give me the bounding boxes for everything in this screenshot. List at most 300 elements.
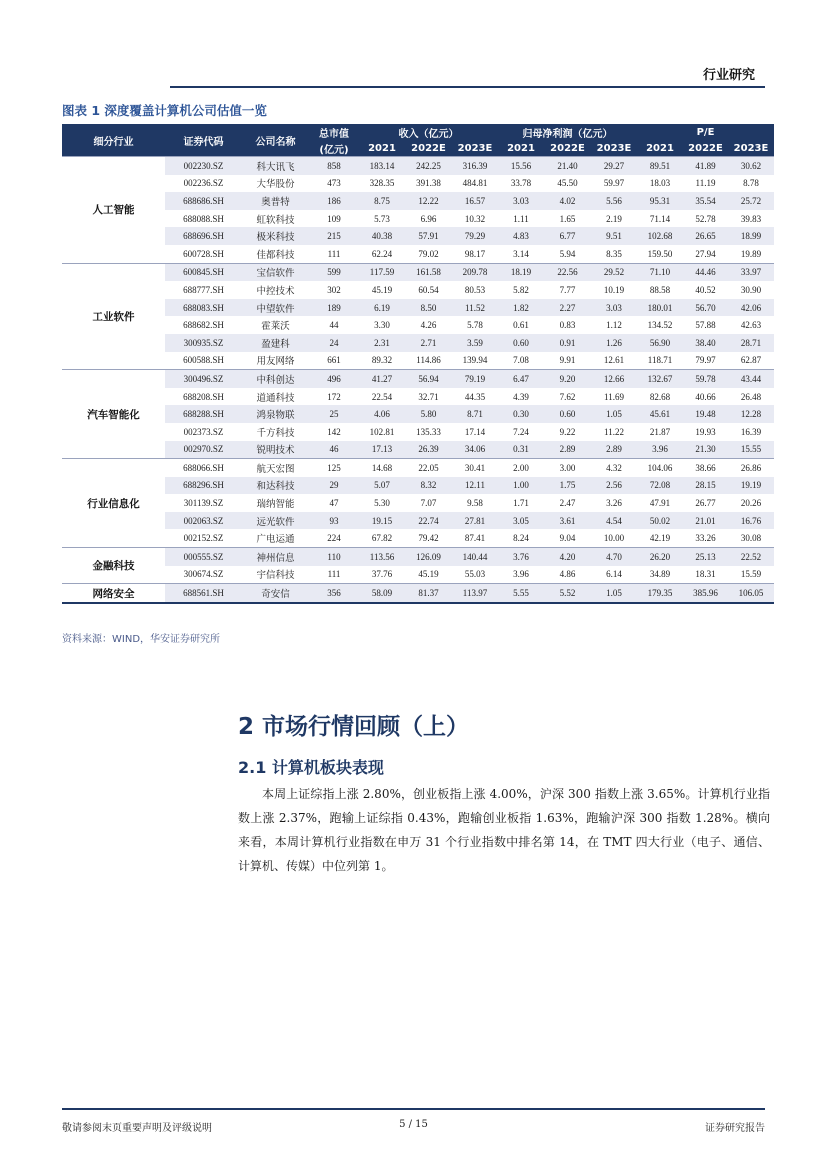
value-cell: 20.26 (740, 498, 762, 509)
value-cell: 12.61 (603, 355, 625, 366)
value-cell: 161.58 (405, 263, 452, 281)
value-cell: 35.54 (683, 192, 728, 210)
company-cell: 佳都科技 (256, 249, 295, 261)
company-cell: 宇信科技 (256, 570, 295, 582)
value-cell: 1.71 (513, 498, 529, 509)
value-cell: 5.07 (359, 477, 405, 495)
col-name: 公司名称 (242, 124, 309, 157)
value-cell: 33.97 (728, 263, 774, 281)
value-cell: 0.60 (544, 405, 591, 423)
value-cell: 6.19 (359, 299, 405, 317)
value-cell: 5.80 (405, 405, 452, 423)
value-cell: 172 (327, 391, 341, 402)
value-cell: 81.37 (405, 584, 452, 603)
value-cell: 89.51 (637, 157, 683, 175)
code-cell: 301139.SZ (183, 498, 224, 509)
value-cell: 7.24 (513, 426, 529, 437)
value-cell: 4.32 (591, 459, 637, 477)
value-cell: 4.86 (559, 569, 576, 580)
value-cell: 8.35 (606, 248, 622, 259)
value-cell: 4.20 (544, 548, 591, 566)
value-cell: 179.35 (637, 584, 683, 603)
value-cell: 71.10 (637, 263, 683, 281)
company-cell: 大华股份 (256, 179, 295, 191)
table-row (62, 316, 774, 334)
table-row (62, 245, 774, 263)
value-cell: 10.19 (603, 284, 625, 295)
footer-disclaimer: 敬请参阅末页重要声明及评级说明 (62, 1123, 212, 1134)
company-cell: 宝信软件 (242, 263, 309, 281)
table-row (62, 405, 774, 423)
col-mcap-unit: (亿元) (309, 140, 359, 157)
value-cell: 26.77 (695, 498, 716, 509)
value-cell: 385.96 (683, 584, 728, 603)
value-cell: 3.03 (591, 299, 637, 317)
value-cell: 224 (327, 533, 341, 544)
value-cell: 2.47 (559, 498, 576, 509)
header-rule (170, 86, 765, 88)
code-cell: 600845.SH (165, 263, 242, 281)
value-cell: 98.17 (464, 248, 486, 259)
value-cell: 79.97 (695, 355, 716, 366)
value-cell: 18.31 (695, 569, 716, 580)
table-row (62, 227, 774, 245)
value-cell: 4.06 (359, 405, 405, 423)
code-cell: 688561.SH (165, 584, 242, 603)
value-cell: 67.82 (371, 533, 393, 544)
value-cell: 2.71 (405, 334, 452, 352)
value-cell: 6.77 (544, 227, 591, 245)
value-cell: 484.81 (462, 178, 488, 189)
value-cell: 34.89 (649, 569, 671, 580)
value-cell: 109 (327, 213, 341, 224)
company-cell: 中望软件 (242, 299, 309, 317)
value-cell: 11.22 (604, 426, 624, 437)
code-cell: 000555.SZ (165, 548, 242, 566)
value-cell: 110 (309, 548, 359, 566)
col-rev-2023e: 2023E (452, 140, 498, 157)
value-cell: 135.33 (416, 426, 441, 437)
value-cell: 27.94 (695, 248, 716, 259)
value-cell: 33.78 (510, 178, 532, 189)
value-cell: 22.74 (405, 512, 452, 530)
code-cell: 688088.SH (183, 213, 224, 224)
col-pe-2023e: 2023E (728, 140, 774, 157)
value-cell: 189 (309, 299, 359, 317)
value-cell: 19.89 (740, 248, 762, 259)
value-cell: 0.83 (559, 320, 576, 331)
code-cell: 002152.SZ (183, 533, 224, 544)
value-cell: 5.30 (374, 498, 390, 509)
value-cell: 19.19 (728, 477, 774, 495)
table-row (62, 370, 774, 388)
table-row (62, 566, 774, 584)
code-cell: 300496.SZ (165, 370, 242, 388)
company-cell: 奇安信 (242, 584, 309, 603)
value-cell: 7.08 (513, 355, 529, 366)
table-row (62, 584, 774, 603)
value-cell: 71.14 (649, 213, 671, 224)
value-cell: 18.19 (498, 263, 544, 281)
body-paragraph: 本周上证综指上涨 2.80%，创业板指上涨 4.00%，沪深 300 指数上涨 3.65%。计算机行业指数上涨 2.37%，跑输上证综指 0.43%，跑输创业板指 1.63%，跑输沪深 300 指数 1.28%。横向来看，本周计算机行业指数在申万 31 个行业指数中排名第 14，在 TMT 四大行业（电子、通信、计算机、传媒）中位列第 1。 (238, 787, 770, 873)
value-cell: 16.57 (452, 192, 498, 210)
value-cell: 2.31 (359, 334, 405, 352)
value-cell: 8.78 (743, 178, 759, 189)
value-cell: 28.15 (683, 477, 728, 495)
col-np-2022e: 2022E (544, 140, 591, 157)
value-cell: 15.55 (728, 441, 774, 459)
value-cell: 29.52 (591, 263, 637, 281)
value-cell: 82.68 (649, 391, 671, 402)
value-cell: 5.78 (467, 320, 483, 331)
value-cell: 0.60 (498, 334, 544, 352)
code-cell: 688208.SH (183, 391, 224, 402)
value-cell: 209.78 (452, 263, 498, 281)
value-cell: 62.87 (740, 355, 762, 366)
value-cell: 4.02 (544, 192, 591, 210)
code-cell: 002230.SZ (165, 157, 242, 175)
footer-report-type: 证券研究报告 (705, 1123, 765, 1134)
code-cell: 002970.SZ (165, 441, 242, 459)
value-cell: 3.00 (544, 459, 591, 477)
value-cell: 59.78 (683, 370, 728, 388)
value-cell: 1.11 (513, 213, 529, 224)
code-cell: 688686.SH (165, 192, 242, 210)
value-cell: 41.89 (683, 157, 728, 175)
value-cell: 60.54 (418, 284, 439, 295)
value-cell: 26.48 (740, 391, 762, 402)
col-rev-2021: 2021 (359, 140, 405, 157)
value-cell: 102.81 (369, 426, 395, 437)
value-cell: 111 (327, 569, 341, 580)
table-row (62, 529, 774, 547)
industry-cell: 汽车智能化 (62, 370, 165, 459)
col-industry: 细分行业 (62, 124, 165, 157)
table-row (62, 157, 774, 175)
value-cell: 21.87 (649, 426, 671, 437)
table-row (62, 210, 774, 228)
col-pe-2022e: 2022E (683, 140, 728, 157)
value-cell: 56.94 (405, 370, 452, 388)
value-cell: 2.00 (498, 459, 544, 477)
code-cell: 688288.SH (165, 405, 242, 423)
value-cell: 44.35 (464, 391, 486, 402)
value-cell: 3.76 (498, 548, 544, 566)
value-cell: 17.14 (464, 426, 486, 437)
value-cell: 9.91 (559, 355, 576, 366)
value-cell: 3.59 (452, 334, 498, 352)
value-cell: 11.19 (695, 178, 716, 189)
value-cell: 102.68 (637, 227, 683, 245)
col-code: 证券代码 (165, 124, 242, 157)
value-cell: 47 (329, 498, 339, 509)
value-cell: 26.39 (405, 441, 452, 459)
value-cell: 3.05 (498, 512, 544, 530)
value-cell: 79.19 (452, 370, 498, 388)
value-cell: 858 (309, 157, 359, 175)
value-cell: 38.40 (683, 334, 728, 352)
value-cell: 9.58 (467, 498, 483, 509)
value-cell: 19.48 (683, 405, 728, 423)
value-cell: 1.75 (544, 477, 591, 495)
value-cell: 1.05 (591, 584, 637, 603)
value-cell: 183.14 (359, 157, 405, 175)
value-cell: 28.71 (728, 334, 774, 352)
company-cell: 道通科技 (256, 392, 295, 404)
value-cell: 1.00 (498, 477, 544, 495)
value-cell: 45.50 (557, 178, 578, 189)
value-cell: 44.46 (683, 263, 728, 281)
value-cell: 26.20 (637, 548, 683, 566)
value-cell: 88.58 (649, 284, 671, 295)
value-cell: 12.28 (728, 405, 774, 423)
value-cell: 6.14 (606, 569, 622, 580)
value-cell: 1.82 (498, 299, 544, 317)
value-cell: 30.62 (728, 157, 774, 175)
value-cell: 19.93 (695, 426, 716, 437)
value-cell: 3.14 (513, 248, 529, 259)
table-body (62, 157, 774, 603)
value-cell: 9.22 (559, 426, 576, 437)
table-row (62, 281, 774, 299)
table-row (62, 352, 774, 370)
value-cell: 79.42 (418, 533, 439, 544)
table-row (62, 459, 774, 477)
industry-cell: 人工智能 (62, 157, 165, 264)
value-cell: 95.31 (637, 192, 683, 210)
value-cell: 186 (309, 192, 359, 210)
value-cell: 33.26 (695, 533, 716, 544)
company-cell: 奥普特 (242, 192, 309, 210)
value-cell: 113.97 (452, 584, 498, 603)
value-cell: 3.96 (513, 569, 529, 580)
value-cell: 47.91 (649, 498, 671, 509)
company-cell: 航天宏图 (242, 459, 309, 477)
value-cell: 4.54 (591, 512, 637, 530)
value-cell: 3.30 (374, 320, 390, 331)
value-cell: 117.59 (359, 263, 405, 281)
footer-rule (62, 1108, 765, 1110)
value-cell: 18.99 (728, 227, 774, 245)
value-cell: 30.90 (740, 284, 762, 295)
value-cell: 125 (309, 459, 359, 477)
company-cell: 霍莱沃 (261, 321, 290, 333)
value-cell: 113.56 (359, 548, 405, 566)
value-cell: 1.12 (606, 320, 622, 331)
value-cell: 10.00 (603, 533, 625, 544)
col-mcap: 总市值 (309, 124, 359, 140)
value-cell: 5.56 (591, 192, 637, 210)
value-cell: 8.32 (405, 477, 452, 495)
value-cell: 2.27 (544, 299, 591, 317)
table-row (62, 494, 774, 512)
value-cell: 140.44 (452, 548, 498, 566)
value-cell: 50.02 (637, 512, 683, 530)
value-cell: 38.66 (683, 459, 728, 477)
value-cell: 0.31 (498, 441, 544, 459)
value-cell: 4.70 (591, 548, 637, 566)
value-cell: 9.04 (559, 533, 576, 544)
company-cell: 锐明技术 (242, 441, 309, 459)
code-cell: 688777.SH (183, 284, 224, 295)
table-row (62, 192, 774, 210)
col-profit: 归母净利润（亿元） (498, 124, 637, 140)
value-cell: 15.56 (498, 157, 544, 175)
col-np-2021: 2021 (498, 140, 544, 157)
company-cell: 远光软件 (242, 512, 309, 530)
value-cell: 15.59 (740, 569, 762, 580)
value-cell: 6.47 (498, 370, 544, 388)
company-cell: 鸿泉物联 (242, 405, 309, 423)
value-cell: 62.24 (371, 248, 393, 259)
value-cell: 3.26 (606, 498, 622, 509)
company-cell: 广电运通 (256, 534, 295, 546)
value-cell: 22.05 (405, 459, 452, 477)
value-cell: 45.19 (418, 569, 439, 580)
value-cell: 104.06 (637, 459, 683, 477)
company-cell: 虹软科技 (256, 214, 295, 226)
value-cell: 7.07 (420, 498, 437, 509)
company-cell: 瑞纳智能 (256, 499, 295, 511)
value-cell: 21.40 (544, 157, 591, 175)
value-cell: 37.76 (371, 569, 393, 580)
value-cell: 8.24 (513, 533, 529, 544)
company-cell: 极米科技 (242, 227, 309, 245)
code-cell: 688083.SH (165, 299, 242, 317)
value-cell: 139.94 (462, 355, 488, 366)
value-cell: 118.71 (647, 355, 673, 366)
table-row (62, 477, 774, 495)
value-cell: 59.97 (603, 178, 625, 189)
company-cell: 盈建科 (242, 334, 309, 352)
value-cell: 2.89 (591, 441, 637, 459)
value-cell: 132.67 (637, 370, 683, 388)
value-cell: 114.86 (416, 355, 441, 366)
code-cell: 688066.SH (165, 459, 242, 477)
value-cell: 43.44 (728, 370, 774, 388)
value-cell: 27.81 (452, 512, 498, 530)
value-cell: 44 (329, 320, 339, 331)
code-cell: 002063.SZ (165, 512, 242, 530)
value-cell: 32.71 (418, 391, 439, 402)
value-cell: 661 (327, 355, 341, 366)
value-cell: 7.77 (559, 284, 576, 295)
table-row (62, 441, 774, 459)
value-cell: 17.13 (359, 441, 405, 459)
subsection-heading: 2.1 计算机板块表现 (238, 758, 384, 777)
value-cell: 0.61 (513, 320, 529, 331)
value-cell: 6.96 (420, 213, 437, 224)
col-rev-2022e: 2022E (405, 140, 452, 157)
industry-cell: 金融科技 (62, 548, 165, 584)
value-cell: 57.88 (695, 320, 716, 331)
value-cell: 14.68 (359, 459, 405, 477)
value-cell: 5.55 (498, 584, 544, 603)
company-cell: 神州信息 (242, 548, 309, 566)
value-cell: 16.76 (728, 512, 774, 530)
value-cell: 4.83 (498, 227, 544, 245)
value-cell: 56.70 (683, 299, 728, 317)
code-cell: 002236.SZ (183, 178, 224, 189)
value-cell: 159.50 (647, 248, 673, 259)
code-cell: 688682.SH (183, 320, 224, 331)
value-cell: 316.39 (452, 157, 498, 175)
value-cell: 12.66 (591, 370, 637, 388)
value-cell: 39.83 (740, 213, 762, 224)
table-row (62, 175, 774, 193)
value-cell: 21.30 (683, 441, 728, 459)
value-cell: 29 (309, 477, 359, 495)
value-cell: 25.72 (728, 192, 774, 210)
value-cell: 29.27 (591, 157, 637, 175)
value-cell: 1.26 (591, 334, 637, 352)
value-cell: 57.91 (405, 227, 452, 245)
value-cell: 30.41 (452, 459, 498, 477)
value-cell: 12.11 (452, 477, 498, 495)
value-cell: 356 (309, 584, 359, 603)
report-category: 行业研究 (702, 68, 755, 83)
value-cell: 11.69 (604, 391, 624, 402)
value-cell: 106.05 (728, 584, 774, 603)
industry-cell: 网络安全 (62, 584, 165, 603)
value-cell: 40.52 (695, 284, 716, 295)
industry-cell: 行业信息化 (62, 459, 165, 548)
value-cell: 5.94 (559, 248, 576, 259)
value-cell: 79.29 (452, 227, 498, 245)
code-cell: 300935.SZ (165, 334, 242, 352)
value-cell: 26.86 (728, 459, 774, 477)
figure-source: 资料来源：WIND，华安证券研究所 (62, 634, 221, 645)
value-cell: 9.51 (591, 227, 637, 245)
code-cell: 688696.SH (165, 227, 242, 245)
value-cell: 55.03 (464, 569, 486, 580)
value-cell: 89.32 (371, 355, 393, 366)
figure-title: 图表 1 深度覆盖计算机公司估值一览 (62, 103, 267, 118)
value-cell: 111 (327, 248, 341, 259)
value-cell: 4.39 (513, 391, 529, 402)
code-cell: 300674.SZ (183, 569, 224, 580)
value-cell: 40.66 (695, 391, 716, 402)
value-cell: 142 (327, 426, 341, 437)
value-cell: 40.38 (359, 227, 405, 245)
value-cell: 3.61 (544, 512, 591, 530)
value-cell: 473 (327, 178, 341, 189)
value-cell: 19.15 (359, 512, 405, 530)
value-cell: 79.02 (418, 248, 439, 259)
value-cell: 18.03 (649, 178, 671, 189)
code-cell: 688296.SH (165, 477, 242, 495)
value-cell: 7.62 (559, 391, 576, 402)
value-cell: 215 (309, 227, 359, 245)
value-cell: 25.13 (683, 548, 728, 566)
industry-cell: 工业软件 (62, 263, 165, 370)
value-cell: 328.35 (369, 178, 395, 189)
value-cell: 22.52 (728, 548, 774, 566)
value-cell: 22.56 (544, 263, 591, 281)
valuation-table (62, 124, 774, 604)
table-row (62, 548, 774, 566)
table-header-row-1 (62, 124, 774, 140)
company-cell: 中科创达 (242, 370, 309, 388)
page-number: 5 / 15 (399, 1119, 428, 1130)
table-row (62, 512, 774, 530)
value-cell: 302 (327, 284, 341, 295)
value-cell: 9.20 (544, 370, 591, 388)
value-cell: 30.08 (740, 533, 762, 544)
value-cell: 56.90 (637, 334, 683, 352)
value-cell: 25 (309, 405, 359, 423)
value-cell: 4.26 (420, 320, 437, 331)
